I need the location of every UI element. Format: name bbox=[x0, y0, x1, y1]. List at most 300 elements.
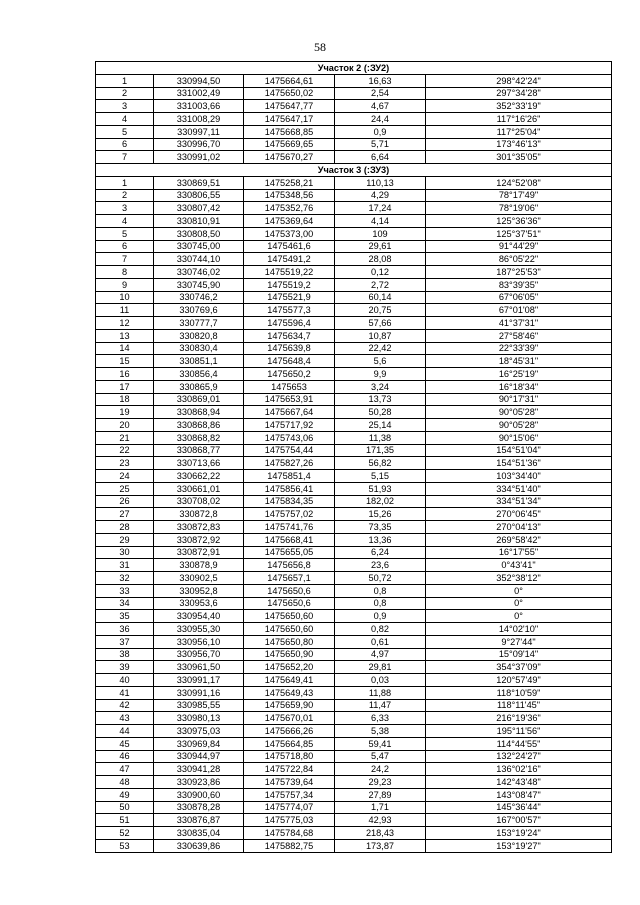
distance-cell: 50,72 bbox=[335, 572, 426, 585]
table-row bbox=[96, 380, 612, 393]
y-coordinate-cell: 1475882,75 bbox=[244, 839, 335, 852]
table-row bbox=[96, 291, 612, 304]
y-coordinate-cell: 1475521,9 bbox=[244, 291, 335, 304]
distance-cell: 0,12 bbox=[335, 266, 426, 279]
direction-angle-cell: 27°58'46" bbox=[426, 329, 612, 342]
section-header-row bbox=[96, 62, 612, 75]
table-row bbox=[96, 189, 612, 202]
table-row bbox=[96, 623, 612, 636]
x-coordinate-cell: 330991,17 bbox=[154, 674, 244, 687]
direction-angle-cell: 132°24'27" bbox=[426, 750, 612, 763]
y-coordinate-cell: 1475650,6 bbox=[244, 597, 335, 610]
distance-cell: 20,75 bbox=[335, 304, 426, 317]
y-coordinate-cell: 1475739,64 bbox=[244, 776, 335, 789]
table-row bbox=[96, 393, 612, 406]
y-coordinate-cell: 1475669,65 bbox=[244, 138, 335, 151]
point-number-cell: 9 bbox=[96, 278, 154, 291]
x-coordinate-cell: 331008,29 bbox=[154, 113, 244, 126]
table-row bbox=[96, 138, 612, 151]
y-coordinate-cell: 1475634,7 bbox=[244, 329, 335, 342]
table-row bbox=[96, 827, 612, 840]
distance-cell: 24,2 bbox=[335, 763, 426, 776]
table-row bbox=[96, 699, 612, 712]
direction-angle-cell: 187°25'53" bbox=[426, 266, 612, 279]
distance-cell: 17,24 bbox=[335, 202, 426, 215]
table-row bbox=[96, 814, 612, 827]
point-number-cell: 26 bbox=[96, 495, 154, 508]
x-coordinate-cell: 330835,04 bbox=[154, 827, 244, 840]
x-coordinate-cell: 330869,51 bbox=[154, 176, 244, 189]
distance-cell: 15,26 bbox=[335, 508, 426, 521]
point-number-cell: 14 bbox=[96, 342, 154, 355]
y-coordinate-cell: 1475856,41 bbox=[244, 482, 335, 495]
point-number-cell: 21 bbox=[96, 431, 154, 444]
y-coordinate-cell: 1475648,4 bbox=[244, 355, 335, 368]
table-row bbox=[96, 648, 612, 661]
direction-angle-cell: 0° bbox=[426, 584, 612, 597]
y-coordinate-cell: 1475757,02 bbox=[244, 508, 335, 521]
point-number-cell: 13 bbox=[96, 329, 154, 342]
distance-cell: 4,97 bbox=[335, 648, 426, 661]
point-number-cell: 10 bbox=[96, 291, 154, 304]
direction-angle-cell: 301°35'05" bbox=[426, 151, 612, 164]
direction-angle-cell: 125°37'51" bbox=[426, 227, 612, 240]
direction-angle-cell: 22°33'39" bbox=[426, 342, 612, 355]
table-row bbox=[96, 113, 612, 126]
distance-cell: 24,4 bbox=[335, 113, 426, 126]
y-coordinate-cell: 1475373,00 bbox=[244, 227, 335, 240]
point-number-cell: 1 bbox=[96, 176, 154, 189]
y-coordinate-cell: 1475743,06 bbox=[244, 431, 335, 444]
point-number-cell: 3 bbox=[96, 100, 154, 113]
x-coordinate-cell: 330955,30 bbox=[154, 623, 244, 636]
x-coordinate-cell: 330745,00 bbox=[154, 240, 244, 253]
distance-cell: 11,38 bbox=[335, 431, 426, 444]
direction-angle-cell: 352°33'19" bbox=[426, 100, 612, 113]
table-row bbox=[96, 533, 612, 546]
distance-cell: 10,87 bbox=[335, 329, 426, 342]
table-row bbox=[96, 317, 612, 330]
distance-cell: 11,88 bbox=[335, 686, 426, 699]
y-coordinate-cell: 1475650,02 bbox=[244, 87, 335, 100]
direction-angle-cell: 297°34'28" bbox=[426, 87, 612, 100]
table-row bbox=[96, 444, 612, 457]
table-row bbox=[96, 495, 612, 508]
table-row bbox=[96, 329, 612, 342]
table-row bbox=[96, 368, 612, 381]
point-number-cell: 2 bbox=[96, 87, 154, 100]
table-row bbox=[96, 750, 612, 763]
y-coordinate-cell: 1475718,80 bbox=[244, 750, 335, 763]
x-coordinate-cell: 330872,8 bbox=[154, 508, 244, 521]
distance-cell: 182,02 bbox=[335, 495, 426, 508]
direction-angle-cell: 143°08'47" bbox=[426, 788, 612, 801]
y-coordinate-cell: 1475519,22 bbox=[244, 266, 335, 279]
point-number-cell: 27 bbox=[96, 508, 154, 521]
direction-angle-cell: 16°18'34" bbox=[426, 380, 612, 393]
x-coordinate-cell: 330868,86 bbox=[154, 419, 244, 432]
point-number-cell: 49 bbox=[96, 788, 154, 801]
x-coordinate-cell: 330878,28 bbox=[154, 801, 244, 814]
direction-angle-cell: 117°16'26" bbox=[426, 113, 612, 126]
direction-angle-cell: 118°10'59" bbox=[426, 686, 612, 699]
point-number-cell: 37 bbox=[96, 635, 154, 648]
table-row bbox=[96, 584, 612, 597]
y-coordinate-cell: 1475649,43 bbox=[244, 686, 335, 699]
x-coordinate-cell: 330956,70 bbox=[154, 648, 244, 661]
y-coordinate-cell: 1475757,34 bbox=[244, 788, 335, 801]
table-row bbox=[96, 508, 612, 521]
distance-cell: 25,14 bbox=[335, 419, 426, 432]
table-row bbox=[96, 788, 612, 801]
direction-angle-cell: 78°17'49" bbox=[426, 189, 612, 202]
y-coordinate-cell: 1475650,60 bbox=[244, 623, 335, 636]
distance-cell: 56,82 bbox=[335, 457, 426, 470]
y-coordinate-cell: 1475653 bbox=[244, 380, 335, 393]
x-coordinate-cell: 330985,55 bbox=[154, 699, 244, 712]
direction-angle-cell: 90°17'31" bbox=[426, 393, 612, 406]
point-number-cell: 51 bbox=[96, 814, 154, 827]
table-row bbox=[96, 457, 612, 470]
direction-angle-cell: 153°19'27" bbox=[426, 839, 612, 852]
x-coordinate-cell: 330878,9 bbox=[154, 559, 244, 572]
distance-cell: 9,9 bbox=[335, 368, 426, 381]
direction-angle-cell: 16°17'55" bbox=[426, 546, 612, 559]
direction-angle-cell: 83°39'35" bbox=[426, 278, 612, 291]
point-number-cell: 45 bbox=[96, 737, 154, 750]
distance-cell: 13,73 bbox=[335, 393, 426, 406]
x-coordinate-cell: 330746,02 bbox=[154, 266, 244, 279]
y-coordinate-cell: 1475827,26 bbox=[244, 457, 335, 470]
direction-angle-cell: 125°36'36" bbox=[426, 215, 612, 228]
point-number-cell: 32 bbox=[96, 572, 154, 585]
table-row bbox=[96, 342, 612, 355]
point-number-cell: 17 bbox=[96, 380, 154, 393]
x-coordinate-cell: 330997,11 bbox=[154, 125, 244, 138]
y-coordinate-cell: 1475348,56 bbox=[244, 189, 335, 202]
y-coordinate-cell: 1475722,84 bbox=[244, 763, 335, 776]
direction-angle-cell: 15°09'14" bbox=[426, 648, 612, 661]
point-number-cell: 23 bbox=[96, 457, 154, 470]
table-row bbox=[96, 712, 612, 725]
x-coordinate-cell: 330941,28 bbox=[154, 763, 244, 776]
distance-cell: 29,81 bbox=[335, 661, 426, 674]
table-row bbox=[96, 406, 612, 419]
distance-cell: 218,43 bbox=[335, 827, 426, 840]
direction-angle-cell: 91°44'29" bbox=[426, 240, 612, 253]
direction-angle-cell: 352°38'12" bbox=[426, 572, 612, 585]
direction-angle-cell: 334°51'34" bbox=[426, 495, 612, 508]
point-number-cell: 31 bbox=[96, 559, 154, 572]
y-coordinate-cell: 1475834,35 bbox=[244, 495, 335, 508]
distance-cell: 2,54 bbox=[335, 87, 426, 100]
table-row bbox=[96, 215, 612, 228]
direction-angle-cell: 124°52'08" bbox=[426, 176, 612, 189]
y-coordinate-cell: 1475670,27 bbox=[244, 151, 335, 164]
table-row bbox=[96, 227, 612, 240]
point-number-cell: 3 bbox=[96, 202, 154, 215]
table-row bbox=[96, 801, 612, 814]
page-number: 58 bbox=[314, 40, 326, 54]
table-row bbox=[96, 470, 612, 483]
x-coordinate-cell: 330830,4 bbox=[154, 342, 244, 355]
direction-angle-cell: 67°01'08" bbox=[426, 304, 612, 317]
y-coordinate-cell: 1475775,03 bbox=[244, 814, 335, 827]
point-number-cell: 43 bbox=[96, 712, 154, 725]
x-coordinate-cell: 330865,9 bbox=[154, 380, 244, 393]
x-coordinate-cell: 330662,22 bbox=[154, 470, 244, 483]
point-number-cell: 15 bbox=[96, 355, 154, 368]
x-coordinate-cell: 330954,40 bbox=[154, 610, 244, 623]
y-coordinate-cell: 1475650,60 bbox=[244, 610, 335, 623]
direction-angle-cell: 117°25'04" bbox=[426, 125, 612, 138]
point-number-cell: 4 bbox=[96, 215, 154, 228]
coordinates-table-body bbox=[96, 62, 612, 853]
distance-cell: 29,23 bbox=[335, 776, 426, 789]
point-number-cell: 28 bbox=[96, 521, 154, 534]
y-coordinate-cell: 1475784,68 bbox=[244, 827, 335, 840]
table-row bbox=[96, 482, 612, 495]
y-coordinate-cell: 1475659,90 bbox=[244, 699, 335, 712]
distance-cell: 4,29 bbox=[335, 189, 426, 202]
section-title: Участок 2 (:ЗУ2) bbox=[96, 62, 612, 75]
x-coordinate-cell: 330872,91 bbox=[154, 546, 244, 559]
distance-cell: 1,71 bbox=[335, 801, 426, 814]
direction-angle-cell: 334°51'40" bbox=[426, 482, 612, 495]
table-row bbox=[96, 202, 612, 215]
distance-cell: 27,89 bbox=[335, 788, 426, 801]
distance-cell: 29,61 bbox=[335, 240, 426, 253]
distance-cell: 42,93 bbox=[335, 814, 426, 827]
table-row bbox=[96, 74, 612, 87]
x-coordinate-cell: 330991,16 bbox=[154, 686, 244, 699]
distance-cell: 171,35 bbox=[335, 444, 426, 457]
y-coordinate-cell: 1475352,76 bbox=[244, 202, 335, 215]
distance-cell: 5,6 bbox=[335, 355, 426, 368]
table-row bbox=[96, 737, 612, 750]
x-coordinate-cell: 330868,82 bbox=[154, 431, 244, 444]
direction-angle-cell: 16°25'19" bbox=[426, 368, 612, 381]
direction-angle-cell: 103°34'40" bbox=[426, 470, 612, 483]
y-coordinate-cell: 1475369,64 bbox=[244, 215, 335, 228]
y-coordinate-cell: 1475650,2 bbox=[244, 368, 335, 381]
y-coordinate-cell: 1475664,85 bbox=[244, 737, 335, 750]
table-row bbox=[96, 839, 612, 852]
distance-cell: 6,64 bbox=[335, 151, 426, 164]
table-row bbox=[96, 176, 612, 189]
y-coordinate-cell: 1475461,6 bbox=[244, 240, 335, 253]
direction-angle-cell: 0° bbox=[426, 597, 612, 610]
point-number-cell: 30 bbox=[96, 546, 154, 559]
point-number-cell: 4 bbox=[96, 113, 154, 126]
point-number-cell: 41 bbox=[96, 686, 154, 699]
x-coordinate-cell: 330994,50 bbox=[154, 74, 244, 87]
point-number-cell: 40 bbox=[96, 674, 154, 687]
direction-angle-cell: 154°51'04" bbox=[426, 444, 612, 457]
point-number-cell: 53 bbox=[96, 839, 154, 852]
section-title: Участок 3 (:ЗУ3) bbox=[96, 164, 612, 177]
x-coordinate-cell: 330806,55 bbox=[154, 189, 244, 202]
table-row bbox=[96, 87, 612, 100]
y-coordinate-cell: 1475653,91 bbox=[244, 393, 335, 406]
distance-cell: 0,82 bbox=[335, 623, 426, 636]
direction-angle-cell: 298°42'24" bbox=[426, 74, 612, 87]
point-number-cell: 5 bbox=[96, 227, 154, 240]
y-coordinate-cell: 1475657,1 bbox=[244, 572, 335, 585]
point-number-cell: 52 bbox=[96, 827, 154, 840]
direction-angle-cell: 90°15'06" bbox=[426, 431, 612, 444]
x-coordinate-cell: 330820,8 bbox=[154, 329, 244, 342]
direction-angle-cell: 145°36'44" bbox=[426, 801, 612, 814]
table-row bbox=[96, 431, 612, 444]
distance-cell: 0,8 bbox=[335, 597, 426, 610]
table-row bbox=[96, 304, 612, 317]
section-header-row bbox=[96, 164, 612, 177]
point-number-cell: 39 bbox=[96, 661, 154, 674]
x-coordinate-cell: 330708,02 bbox=[154, 495, 244, 508]
y-coordinate-cell: 1475647,17 bbox=[244, 113, 335, 126]
direction-angle-cell: 0° bbox=[426, 610, 612, 623]
distance-cell: 4,14 bbox=[335, 215, 426, 228]
y-coordinate-cell: 1475650,90 bbox=[244, 648, 335, 661]
table-row bbox=[96, 521, 612, 534]
distance-cell: 60,14 bbox=[335, 291, 426, 304]
distance-cell: 57,66 bbox=[335, 317, 426, 330]
x-coordinate-cell: 330980,13 bbox=[154, 712, 244, 725]
x-coordinate-cell: 330991,02 bbox=[154, 151, 244, 164]
x-coordinate-cell: 330872,92 bbox=[154, 533, 244, 546]
distance-cell: 5,71 bbox=[335, 138, 426, 151]
distance-cell: 0,9 bbox=[335, 125, 426, 138]
y-coordinate-cell: 1475774,07 bbox=[244, 801, 335, 814]
direction-angle-cell: 153°19'24" bbox=[426, 827, 612, 840]
distance-cell: 22,42 bbox=[335, 342, 426, 355]
table-row bbox=[96, 686, 612, 699]
y-coordinate-cell: 1475670,01 bbox=[244, 712, 335, 725]
x-coordinate-cell: 330639,86 bbox=[154, 839, 244, 852]
direction-angle-cell: 270°06'45" bbox=[426, 508, 612, 521]
point-number-cell: 20 bbox=[96, 419, 154, 432]
point-number-cell: 46 bbox=[96, 750, 154, 763]
distance-cell: 5,38 bbox=[335, 725, 426, 738]
y-coordinate-cell: 1475649,41 bbox=[244, 674, 335, 687]
x-coordinate-cell: 330956,10 bbox=[154, 635, 244, 648]
distance-cell: 16,63 bbox=[335, 74, 426, 87]
y-coordinate-cell: 1475667,64 bbox=[244, 406, 335, 419]
point-number-cell: 42 bbox=[96, 699, 154, 712]
point-number-cell: 24 bbox=[96, 470, 154, 483]
table-row bbox=[96, 661, 612, 674]
distance-cell: 51,93 bbox=[335, 482, 426, 495]
table-row bbox=[96, 763, 612, 776]
direction-angle-cell: 195°11'56" bbox=[426, 725, 612, 738]
distance-cell: 110,13 bbox=[335, 176, 426, 189]
y-coordinate-cell: 1475491,2 bbox=[244, 253, 335, 266]
point-number-cell: 50 bbox=[96, 801, 154, 814]
distance-cell: 6,33 bbox=[335, 712, 426, 725]
distance-cell: 6,24 bbox=[335, 546, 426, 559]
x-coordinate-cell: 330777,7 bbox=[154, 317, 244, 330]
table-row bbox=[96, 776, 612, 789]
x-coordinate-cell: 330900,60 bbox=[154, 788, 244, 801]
point-number-cell: 18 bbox=[96, 393, 154, 406]
distance-cell: 59,41 bbox=[335, 737, 426, 750]
direction-angle-cell: 14°02'10" bbox=[426, 623, 612, 636]
y-coordinate-cell: 1475639,8 bbox=[244, 342, 335, 355]
x-coordinate-cell: 330713,66 bbox=[154, 457, 244, 470]
point-number-cell: 22 bbox=[96, 444, 154, 457]
x-coordinate-cell: 330661,01 bbox=[154, 482, 244, 495]
direction-angle-cell: 173°46'13" bbox=[426, 138, 612, 151]
y-coordinate-cell: 1475851,4 bbox=[244, 470, 335, 483]
point-number-cell: 47 bbox=[96, 763, 154, 776]
x-coordinate-cell: 330868,77 bbox=[154, 444, 244, 457]
point-number-cell: 25 bbox=[96, 482, 154, 495]
direction-angle-cell: 269°58'42" bbox=[426, 533, 612, 546]
distance-cell: 5,15 bbox=[335, 470, 426, 483]
y-coordinate-cell: 1475650,6 bbox=[244, 584, 335, 597]
y-coordinate-cell: 1475664,61 bbox=[244, 74, 335, 87]
table-row bbox=[96, 253, 612, 266]
x-coordinate-cell: 330808,50 bbox=[154, 227, 244, 240]
point-number-cell: 16 bbox=[96, 368, 154, 381]
distance-cell: 0,8 bbox=[335, 584, 426, 597]
y-coordinate-cell: 1475596,4 bbox=[244, 317, 335, 330]
direction-angle-cell: 270°04'13" bbox=[426, 521, 612, 534]
direction-angle-cell: 120°57'49" bbox=[426, 674, 612, 687]
x-coordinate-cell: 330975,03 bbox=[154, 725, 244, 738]
table-row bbox=[96, 572, 612, 585]
table-row bbox=[96, 597, 612, 610]
x-coordinate-cell: 330807,42 bbox=[154, 202, 244, 215]
x-coordinate-cell: 330851,1 bbox=[154, 355, 244, 368]
point-number-cell: 34 bbox=[96, 597, 154, 610]
point-number-cell: 38 bbox=[96, 648, 154, 661]
table-row bbox=[96, 240, 612, 253]
point-number-cell: 48 bbox=[96, 776, 154, 789]
x-coordinate-cell: 330996,70 bbox=[154, 138, 244, 151]
direction-angle-cell: 67°06'05" bbox=[426, 291, 612, 304]
point-number-cell: 11 bbox=[96, 304, 154, 317]
direction-angle-cell: 86°05'22" bbox=[426, 253, 612, 266]
point-number-cell: 2 bbox=[96, 189, 154, 202]
table-row bbox=[96, 100, 612, 113]
y-coordinate-cell: 1475655,05 bbox=[244, 546, 335, 559]
table-row bbox=[96, 559, 612, 572]
table-row bbox=[96, 266, 612, 279]
x-coordinate-cell: 330902,5 bbox=[154, 572, 244, 585]
distance-cell: 3,24 bbox=[335, 380, 426, 393]
y-coordinate-cell: 1475650,80 bbox=[244, 635, 335, 648]
table-row bbox=[96, 725, 612, 738]
direction-angle-cell: 90°05'28" bbox=[426, 406, 612, 419]
x-coordinate-cell: 330952,8 bbox=[154, 584, 244, 597]
table-row bbox=[96, 355, 612, 368]
y-coordinate-cell: 1475656,8 bbox=[244, 559, 335, 572]
table-row bbox=[96, 635, 612, 648]
direction-angle-cell: 118°11'45" bbox=[426, 699, 612, 712]
distance-cell: 50,28 bbox=[335, 406, 426, 419]
direction-angle-cell: 114°44'55" bbox=[426, 737, 612, 750]
y-coordinate-cell: 1475741,76 bbox=[244, 521, 335, 534]
table-row bbox=[96, 610, 612, 623]
x-coordinate-cell: 330923,86 bbox=[154, 776, 244, 789]
x-coordinate-cell: 330746,2 bbox=[154, 291, 244, 304]
y-coordinate-cell: 1475519,2 bbox=[244, 278, 335, 291]
y-coordinate-cell: 1475647,77 bbox=[244, 100, 335, 113]
point-number-cell: 35 bbox=[96, 610, 154, 623]
distance-cell: 13,36 bbox=[335, 533, 426, 546]
